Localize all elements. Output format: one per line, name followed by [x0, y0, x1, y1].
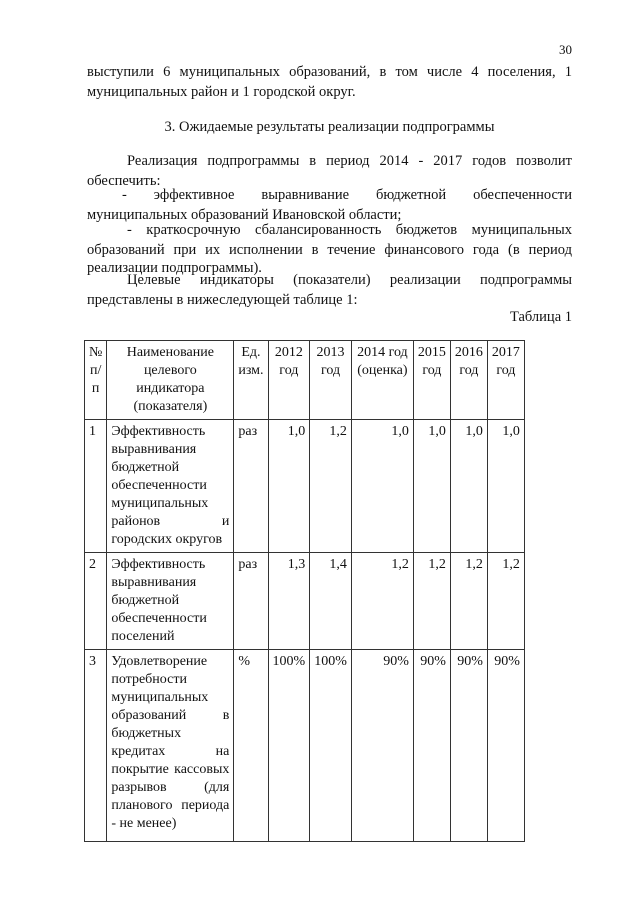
row-value-2017: 1,0	[487, 420, 524, 553]
bullet-2-line-1: - краткосрочную сбалансированность бюджетов муниципальных	[127, 222, 572, 238]
row-value-2016: 1,2	[450, 553, 487, 650]
header-name: Наименование целевого индикатора (показателя)	[107, 341, 234, 420]
paragraph-2-line-2: представлены в нижеследующей таблице 1:	[87, 292, 358, 308]
row-indicator-name: Эффективность выравнивания бюджетной обеспеченности поселений	[107, 553, 234, 650]
bullet-1-word: бюджетной	[375, 187, 447, 203]
page-number: 30	[559, 42, 572, 57]
indicators-table	[84, 340, 525, 842]
table-row	[85, 650, 525, 842]
paragraph-1-line-1: Реализация подпрограммы в период 2014 - 2017 годов позволит	[127, 153, 572, 169]
row-value-2012: 1,0	[268, 420, 310, 553]
table-row	[85, 420, 525, 553]
bullet-1-line-2: муниципальных образований Ивановской области;	[87, 207, 402, 223]
row-value-2015: 1,0	[413, 420, 450, 553]
row-value-2016: 1,0	[450, 420, 487, 553]
intro-line-1: выступили 6 муниципальных образований, в том числе 4 поселения, 1	[87, 64, 572, 80]
row-num: 1	[85, 420, 107, 553]
row-value-2017: 1,2	[487, 553, 524, 650]
bullet-1-word: выравнивание	[261, 187, 350, 203]
row-unit: раз	[234, 420, 268, 553]
row-value-2017: 90%	[487, 650, 524, 842]
bullet-2-line-2: образований при их исполнении в течение финансового года (в период	[87, 242, 572, 258]
row-unit: раз	[234, 553, 268, 650]
row-value-2015: 1,2	[413, 553, 450, 650]
row-indicator-name: Эффективность выравнивания бюджетной обеспеченности муниципальных районов и городских округов	[107, 420, 234, 553]
section-heading: 3. Ожидаемые результаты реализации подпрограммы	[164, 119, 495, 135]
row-indicator-name: Удовлетворение потребности муниципальных образований в бюджетных кредитах на покрытие кассовых разрывов (для планового периода - не менее)	[107, 650, 234, 842]
paragraph-2-line-1: Целевые индикаторы (показатели) реализации подпрограммы	[127, 272, 572, 288]
row-value-2014: 1,0	[351, 420, 413, 553]
row-unit: %	[234, 650, 268, 842]
bullet-1-word: эффективное	[153, 187, 235, 203]
bullet-1-dash: -	[122, 187, 127, 203]
row-value-2013: 1,4	[310, 553, 352, 650]
table-row	[85, 553, 525, 650]
header-num: № п/п	[85, 341, 107, 420]
header-2012: 2012 год	[268, 341, 310, 420]
row-value-2013: 1,2	[310, 420, 352, 553]
row-num: 3	[85, 650, 107, 842]
row-value-2012: 1,3	[268, 553, 310, 650]
intro-line-2: муниципальных район и 1 городской округ.	[87, 84, 356, 100]
header-2013: 2013 год	[310, 341, 352, 420]
header-unit: Ед. изм.	[234, 341, 268, 420]
row-value-2014: 90%	[351, 650, 413, 842]
row-value-2016: 90%	[450, 650, 487, 842]
row-value-2015: 90%	[413, 650, 450, 842]
table-caption: Таблица 1	[509, 309, 572, 325]
row-value-2013: 100%	[310, 650, 352, 842]
bullet-1-line-1	[122, 185, 572, 205]
bullet-2-line-3: реализации подпрограммы).	[87, 260, 262, 276]
row-value-2014: 1,2	[351, 553, 413, 650]
header-2015: 2015 год	[413, 341, 450, 420]
bullet-1-word: обеспеченности	[473, 187, 572, 203]
row-num: 2	[85, 553, 107, 650]
table-header-row	[85, 341, 525, 420]
paragraph-1-line-2: обеспечить:	[87, 173, 161, 189]
header-2014: 2014 год (оценка)	[351, 341, 413, 420]
row-value-2012: 100%	[268, 650, 310, 842]
header-2016: 2016 год	[450, 341, 487, 420]
header-2017: 2017 год	[487, 341, 524, 420]
